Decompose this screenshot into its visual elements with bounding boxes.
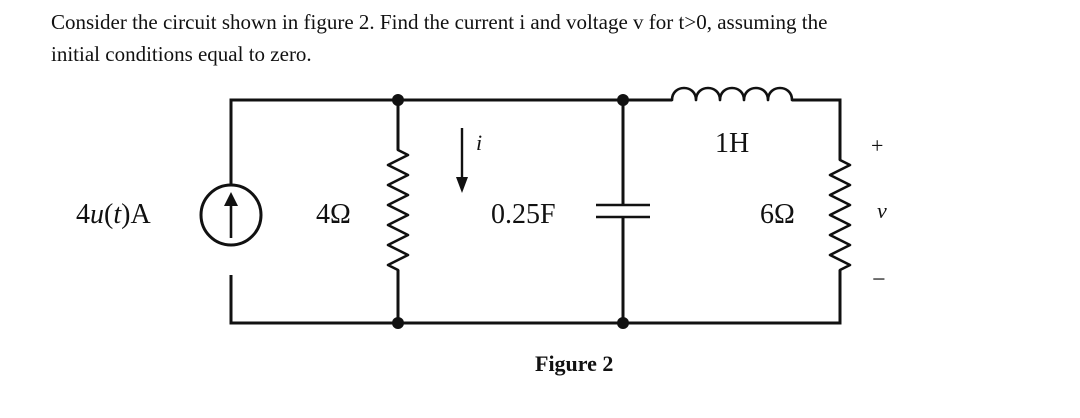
problem-line-1: Consider the circuit shown in figure 2. Find the current i and voltage v for t>0, assuming the — [51, 10, 828, 34]
inductor-label: 1H — [715, 128, 750, 159]
voltage-minus-sign: − — [872, 267, 886, 293]
capacitor-label: 0.25F — [491, 199, 556, 230]
inductor-1h — [672, 88, 792, 100]
current-source-arrow-head — [224, 192, 238, 206]
voltage-label: v — [877, 198, 887, 223]
source-label: 4u(t)A — [76, 199, 151, 230]
capacitor-0-25f — [596, 205, 650, 217]
problem-line-2: initial conditions equal to zero. — [51, 42, 312, 66]
bottom-wire — [231, 270, 840, 323]
current-label: i — [476, 130, 483, 155]
resistor-4-ohm — [388, 150, 408, 270]
top-wire-left — [231, 100, 672, 185]
resistor-left-label: 4Ω — [316, 199, 351, 230]
current-source — [201, 185, 261, 245]
junction-dot-top-right — [617, 94, 629, 106]
junction-dot-top-left — [392, 94, 404, 106]
top-wire-right — [792, 100, 840, 160]
voltage-plus-sign: + — [871, 133, 884, 158]
resistor-right-label: 6Ω — [760, 199, 795, 230]
figure-caption: Figure 2 — [535, 351, 614, 376]
current-arrow-i — [456, 128, 468, 193]
current-arrow-head — [456, 177, 468, 193]
junction-dot-bottom-right — [617, 317, 629, 329]
junction-dot-bottom-left — [392, 317, 404, 329]
resistor-6-ohm — [830, 160, 850, 270]
